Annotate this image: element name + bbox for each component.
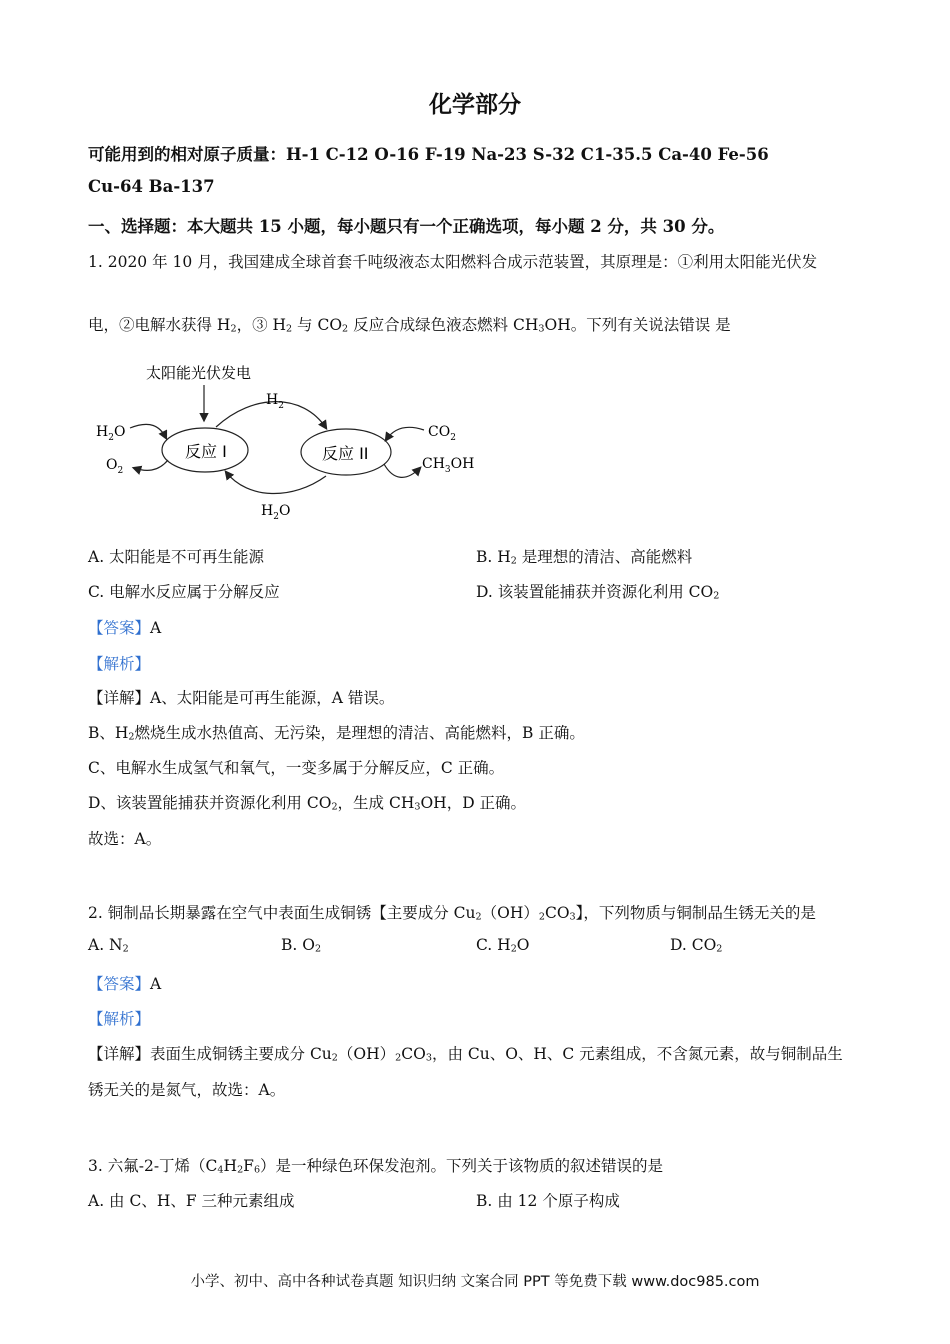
q1-option-d: D. 该装置能捕获并资源化利用 $CO_2$ <box>476 583 720 602</box>
q2-answer: 【答案】A <box>88 975 162 993</box>
co2-arrow <box>386 427 424 440</box>
o2-arrow <box>134 460 168 470</box>
reaction-1-label: 反应 I <box>185 442 227 461</box>
section-heading: 一、选择题：本大题共 15 小题，每小题只有一个正确选项，每小题 2 分，共 30 分。 <box>88 217 725 236</box>
h2o-in-label: $H_2O$ <box>96 424 126 443</box>
h2o-bottom-arrow <box>226 472 326 494</box>
q1-detail-4: D、该装置能捕获并资源化利用 $CO_2$，生成 $CH_3OH$，D 正确。 <box>88 794 527 813</box>
q2-option-b: B. $O_2$ <box>281 936 322 955</box>
ch3oh-arrow <box>384 464 420 477</box>
h2o-in-arrow <box>130 424 166 438</box>
co2-label: $CO_2$ <box>428 424 456 443</box>
q2-stem: 2. 铜制品长期暴露在空气中表面生成铜锈【主要成分 $Cu_2(OH)_2CO_3$】，下列物质与铜制品生锈无关的是 <box>88 904 816 923</box>
solar-power-label: 太阳能光伏发电 <box>146 364 252 382</box>
atomic-masses-line-1 <box>88 141 769 165</box>
page-footer: 小学、初中、高中各种试卷真题 知识归纳 文案合同 PPT 等免费下载 www.doc985.com <box>190 1274 760 1290</box>
q1-detail-1: 【详解】A、太阳能是可再生能源，A 错误。 <box>88 689 395 707</box>
o2-label: $O_2$ <box>106 457 124 476</box>
q1-conclusion: 故选：A。 <box>88 830 162 848</box>
q2-option-c: C. $H_2O$ <box>476 936 530 955</box>
q2-analysis-label: 【解析】 <box>88 1010 151 1028</box>
q2-option-a: A. $N_2$ <box>88 936 129 955</box>
q1-option-a: A. 太阳能是不可再生能源 <box>88 548 265 566</box>
q3-option-b: B. 由 12 个原子构成 <box>476 1192 620 1210</box>
q1-option-b: B. $H_2$ 是理想的清洁、高能燃料 <box>476 548 693 567</box>
atomic-masses-line-2: Cu-64 Ba-137 <box>88 177 215 196</box>
q1-answer: 【答案】A <box>88 619 162 637</box>
ch3oh-label: $CH_3OH$ <box>422 456 475 475</box>
atomic-masses-values: H-1 C-12 O-16 F-19 Na-23 S-32 C1-35.5 Ca-40 Fe-56 <box>286 145 769 164</box>
reaction-2-label: 反应 II <box>322 444 369 463</box>
page-title: 化学部分 <box>429 92 521 118</box>
q2-option-d: D. $CO_2$ <box>670 936 723 955</box>
q1-option-c: C. 电解水反应属于分解反应 <box>88 583 280 601</box>
h2-label: $H_2$ <box>266 392 284 411</box>
q1-detail-3: C、电解水生成氢气和氧气，一变多属于分解反应，C 正确。 <box>88 759 505 777</box>
q2-detail-2: 锈无关的是氮气，故选：A。 <box>88 1081 286 1099</box>
q1-stem-line-1: 1. 2020 年 10 月，我国建成全球首套千吨级液态太阳燃料合成示范装置，其原理是：①利用太阳能光伏发 <box>88 253 818 271</box>
q3-option-a: A. 由 C、H、F 三种元素组成 <box>88 1192 295 1210</box>
reaction-diagram <box>88 358 488 528</box>
q3-stem: 3. 六氟-2-丁烯$(C_4H_2F_6)$是一种绿色环保发泡剂。下列关于该物质的叙述错误的是 <box>88 1157 664 1176</box>
h2o-bottom-label: $H_2O$ <box>261 503 291 522</box>
atomic-masses-label: 可能用到的相对原子质量： <box>88 145 286 164</box>
q1-stem-line-2: 电，②电解水获得 $H_2$，③ $H_2$ 与 $CO_2$ 反应合成绿色液态燃料 $CH_3OH$。下列有关说法错误 是 <box>88 316 731 335</box>
q1-detail-2: B、$H_2$燃烧生成水热值高、无污染，是理想的清洁、高能燃料，B 正确。 <box>88 724 585 743</box>
q2-detail-1: 【详解】表面生成铜锈主要成分 $Cu_2(OH)_2CO_3$，由 Cu、O、H、C 元素组成，不含氮元素，故与铜制品生 <box>88 1045 843 1064</box>
q1-analysis-label: 【解析】 <box>88 655 151 673</box>
